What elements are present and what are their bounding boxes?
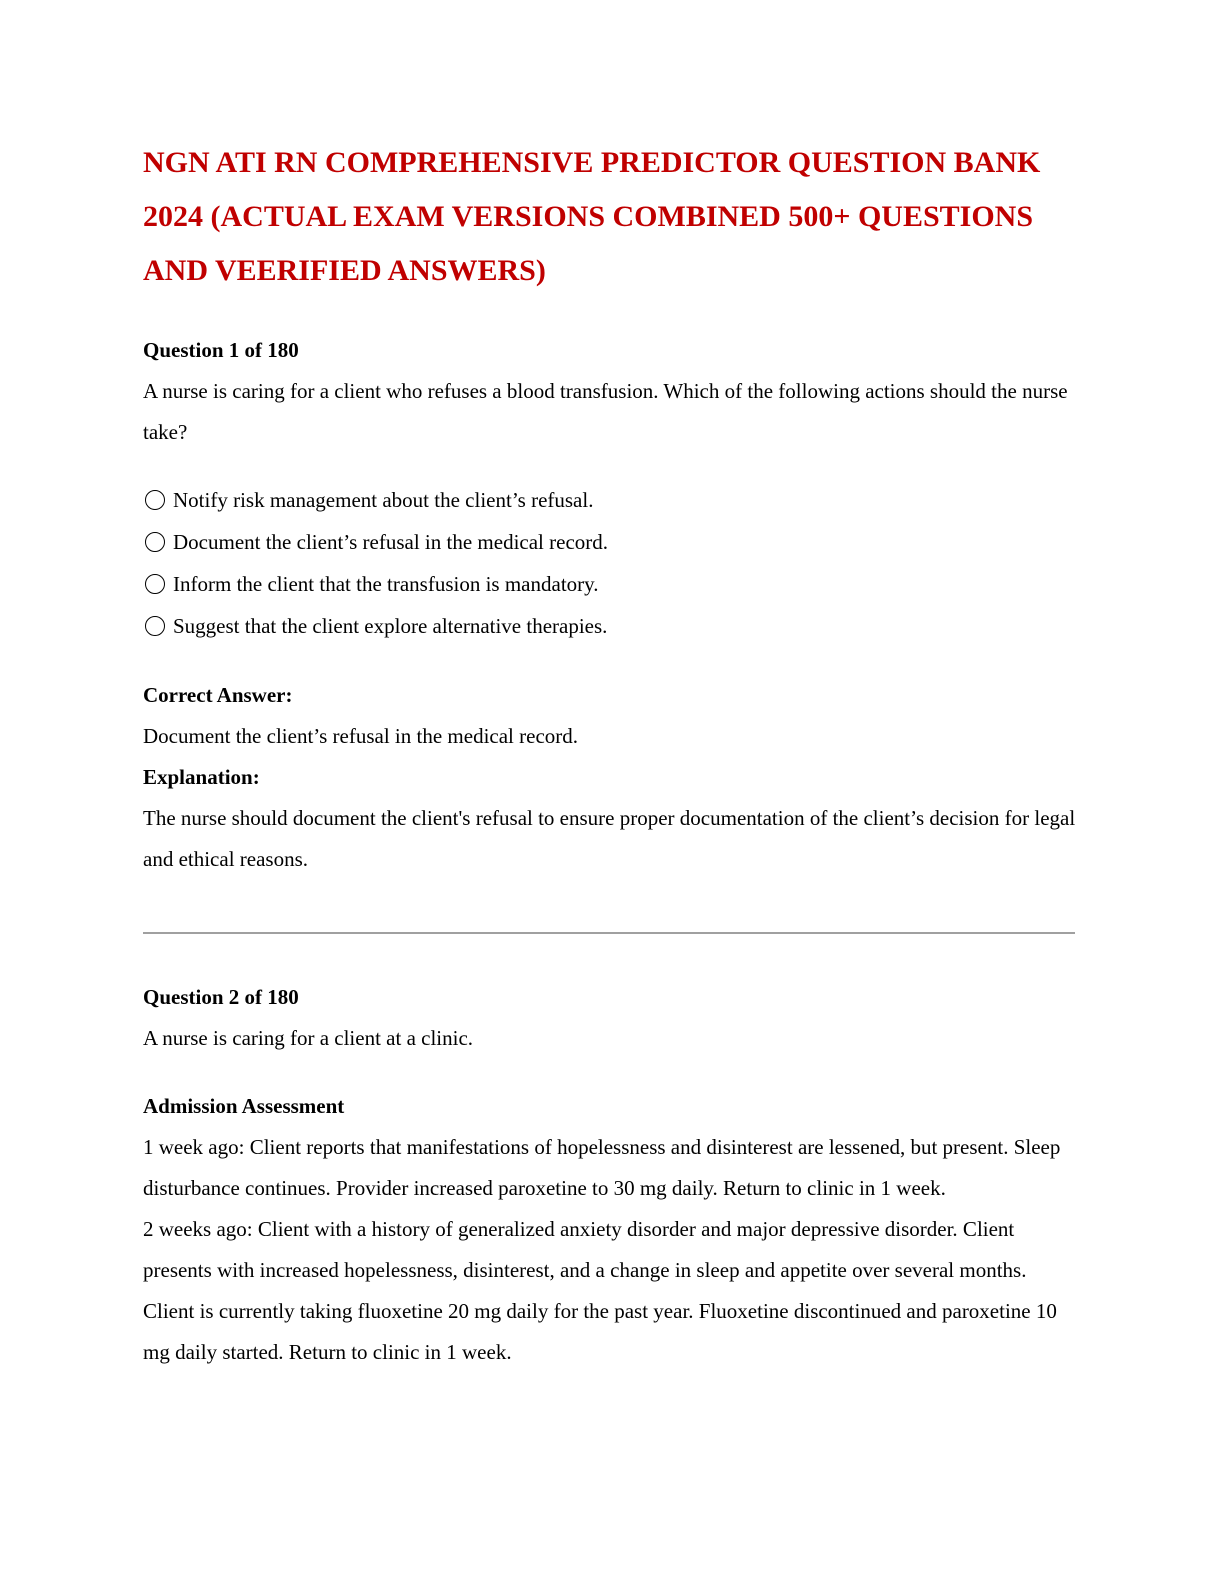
radio-button-icon[interactable] — [145, 490, 165, 510]
radio-button-icon[interactable] — [145, 532, 165, 552]
admission-assessment — [143, 1086, 1078, 1373]
radio-button-icon[interactable] — [145, 616, 165, 636]
question-1-stem: A nurse is caring for a client who refuses a blood transfusion. Which of the following actions should the nurse take? — [143, 379, 1068, 444]
question-1 — [143, 330, 1078, 453]
radio-button-icon[interactable] — [145, 574, 165, 594]
option-3[interactable] — [143, 563, 1078, 605]
question-1-answer — [143, 675, 1078, 880]
question-2-stem: A nurse is caring for a client at a clinic. — [143, 1026, 474, 1050]
section-label: Admission Assessment — [143, 1094, 345, 1118]
question-2-heading: Question 2 of 180 — [143, 985, 299, 1009]
assessment-entry: 2 weeks ago: Client with a history of generalized anxiety disorder and major depressive disorder. Client presents with increased hopelessness, disinterest, and a change in sleep and appetite over several months. Client is currently taking fluoxetine 20 mg daily for the past year. Fluoxetine discontinued and paroxetine 10 mg daily started. Return to clinic in 1 week. — [143, 1217, 1057, 1364]
question-2 — [143, 977, 1078, 1059]
question-1-heading: Question 1 of 180 — [143, 338, 299, 362]
correct-answer-label: Correct Answer: — [143, 683, 293, 707]
assessment-entry: 1 week ago: Client reports that manifestations of hopelessness and disinterest are lessened, but present. Sleep disturbance continues. Provider increased paroxetine to 30 mg daily. Return to clinic in 1 week. — [143, 1135, 1061, 1200]
question-1-options — [143, 479, 1078, 647]
option-1[interactable] — [143, 479, 1078, 521]
option-4[interactable] — [143, 605, 1078, 647]
explanation: The nurse should document the client's refusal to ensure proper documentation of the client’s decision for legal and ethical reasons. — [143, 806, 1076, 871]
option-label: Suggest that the client explore alternative therapies. — [173, 613, 608, 638]
option-label: Notify risk management about the client’s refusal. — [173, 487, 594, 512]
document-title: NGN ATI RN COMPREHENSIVE PREDICTOR QUESTION BANK 2024 (ACTUAL EXAM VERSIONS COMBINED 500+ QUESTIONS AND VEERIFIED ANSWERS) — [143, 146, 1041, 287]
option-label: Inform the client that the transfusion is mandatory. — [173, 571, 599, 596]
divider — [143, 932, 1075, 934]
option-2[interactable] — [143, 521, 1078, 563]
explanation-label: Explanation: — [143, 765, 260, 789]
correct-answer: Document the client’s refusal in the medical record. — [143, 724, 579, 748]
option-label: Document the client’s refusal in the medical record. — [173, 529, 609, 554]
